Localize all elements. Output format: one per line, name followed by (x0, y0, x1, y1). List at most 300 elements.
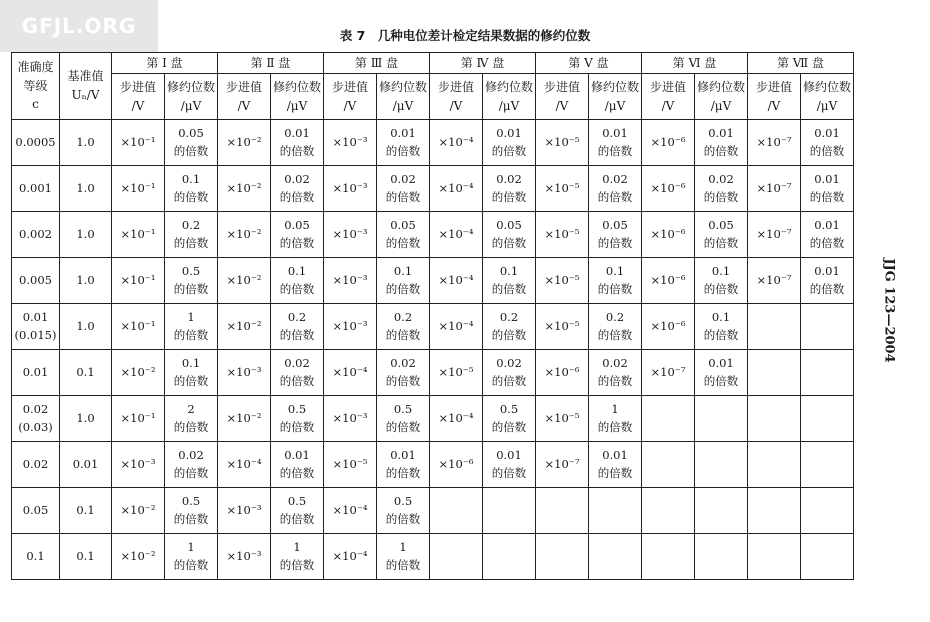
header-base-value (60, 53, 112, 120)
step-value-cell: ×10⁻⁶ (430, 442, 483, 488)
step-value-cell: ×10⁻⁴ (430, 120, 483, 166)
cell-line: 的倍数 (597, 281, 633, 296)
step-value-cell: ×10⁻¹ (112, 258, 165, 304)
cell-line: 的倍数 (173, 557, 209, 572)
cell-line: 的倍数 (385, 327, 421, 342)
rounding-cell (801, 488, 854, 534)
cell-line: 步进值 (755, 79, 792, 94)
step-value-cell: ×10⁻⁶ (642, 304, 695, 350)
cell-line: 0.1 (711, 263, 731, 278)
cell-line: /V (661, 98, 675, 113)
rounding-cell (165, 488, 218, 534)
cell-line: 准确度 (17, 60, 54, 75)
rounding-cell (589, 258, 642, 304)
cell-line: 0.01 (390, 447, 416, 462)
cell-line: 0.01 (284, 447, 310, 462)
step-value-cell: ×10⁻² (218, 166, 271, 212)
cell-line: (0.03) (18, 419, 53, 434)
base-value-cell: 1.0 (60, 166, 112, 212)
step-value-cell: ×10⁻³ (324, 212, 377, 258)
step-value-cell: ×10⁻¹ (112, 212, 165, 258)
cell-line: 0.1 (393, 263, 413, 278)
cell-line: 0.01 (496, 447, 522, 462)
step-value-cell: ×10⁻³ (324, 120, 377, 166)
step-value-cell: ×10⁻² (218, 212, 271, 258)
header-dial-3: 第 Ⅲ 盘 (324, 53, 430, 74)
step-value-cell: ×10⁻¹ (112, 304, 165, 350)
cell-line: /μV (498, 98, 520, 113)
rounding-cell (271, 304, 324, 350)
header-step-value (218, 74, 271, 120)
rounding-cell (801, 304, 854, 350)
cell-line: 1 (293, 539, 301, 554)
cell-line: 的倍数 (385, 235, 421, 250)
base-value-cell: 0.1 (60, 488, 112, 534)
cell-line: 0.05 (496, 217, 522, 232)
cell-line: /V (449, 98, 463, 113)
cell-line: 0.01 (814, 125, 840, 140)
cell-line: 0.5 (499, 401, 519, 416)
header-rounding-digits (801, 74, 854, 120)
rounding-cell (165, 396, 218, 442)
step-value-cell: ×10⁻⁵ (536, 120, 589, 166)
table-row (12, 166, 854, 212)
cell-line: 0.01 (602, 125, 628, 140)
cell-line: 0.02 (22, 401, 49, 416)
rounding-cell (695, 120, 748, 166)
cell-line: 的倍数 (279, 281, 315, 296)
step-value-cell: ×10⁻⁵ (536, 396, 589, 442)
step-value-cell: ×10⁻⁷ (748, 258, 801, 304)
rounding-cell (695, 166, 748, 212)
step-value-cell: ×10⁻³ (218, 534, 271, 580)
cell-line: 等级 (23, 78, 48, 93)
step-value-cell (748, 304, 801, 350)
step-value-cell: ×10⁻⁷ (536, 442, 589, 488)
step-value-cell: ×10⁻² (218, 120, 271, 166)
cell-line: 2 (187, 401, 195, 416)
cell-line: 0.1 (287, 263, 307, 278)
header-row-units (12, 74, 854, 120)
cell-line: 1 (187, 309, 195, 324)
header-dial-7: 第 Ⅶ 盘 (748, 53, 854, 74)
cell-line: 0.01 (814, 217, 840, 232)
step-value-cell: ×10⁻¹ (112, 120, 165, 166)
rounding-cell (271, 350, 324, 396)
rounding-cell (483, 120, 536, 166)
step-value-cell: ×10⁻⁶ (642, 166, 695, 212)
cell-line: 0.02 (178, 447, 204, 462)
cell-line: 0.1 (711, 309, 731, 324)
cell-line: 的倍数 (491, 235, 527, 250)
table-row (12, 442, 854, 488)
cell-line: 0.2 (181, 217, 201, 232)
cell-line: 的倍数 (703, 189, 739, 204)
rounding-cell (801, 212, 854, 258)
base-value-cell: 1.0 (60, 258, 112, 304)
step-value-cell (642, 396, 695, 442)
cell-line: 0.02 (496, 171, 522, 186)
rounding-cell (165, 442, 218, 488)
header-rounding-digits (695, 74, 748, 120)
table-row (12, 534, 854, 580)
cell-line: 的倍数 (173, 511, 209, 526)
cell-line: 的倍数 (491, 373, 527, 388)
cell-line: 0.1 (26, 548, 45, 563)
cell-line: 0.5 (393, 493, 413, 508)
step-value-cell: ×10⁻² (112, 534, 165, 580)
rounding-cell (165, 258, 218, 304)
cell-line: 的倍数 (279, 419, 315, 434)
watermark-logo: GFJL.ORG (0, 0, 158, 52)
rounding-cell (695, 396, 748, 442)
cell-line: 0.2 (393, 309, 413, 324)
rounding-cell (271, 258, 324, 304)
step-value-cell: ×10⁻⁴ (324, 534, 377, 580)
rounding-cell (483, 488, 536, 534)
cell-line: 的倍数 (385, 557, 421, 572)
cell-line: 0.01 (708, 125, 734, 140)
rounding-cell (801, 120, 854, 166)
rounding-cell (377, 258, 430, 304)
cell-line: 0.02 (284, 171, 310, 186)
step-value-cell: ×10⁻⁶ (642, 120, 695, 166)
cell-line: 的倍数 (597, 419, 633, 434)
header-rounding-digits (271, 74, 324, 120)
cell-line: 的倍数 (173, 189, 209, 204)
cell-line: 步进值 (649, 79, 686, 94)
cell-line: Uₙ/V (71, 88, 100, 102)
step-value-cell: ×10⁻³ (112, 442, 165, 488)
step-value-cell: ×10⁻² (112, 488, 165, 534)
cell-line: 的倍数 (173, 143, 209, 158)
cell-line: 修约位数 (590, 79, 639, 94)
cell-line: 0.5 (287, 493, 307, 508)
rounding-cell (695, 212, 748, 258)
base-value-cell: 1.0 (60, 120, 112, 166)
rounding-cell (695, 258, 748, 304)
cell-line: 的倍数 (491, 143, 527, 158)
cell-line: 0.02 (496, 355, 522, 370)
step-value-cell: ×10⁻² (218, 304, 271, 350)
header-rounding-digits (377, 74, 430, 120)
cell-line: 的倍数 (173, 235, 209, 250)
cell-line: 步进值 (331, 79, 368, 94)
cell-line: /V (237, 98, 251, 113)
header-rounding-digits (483, 74, 536, 120)
rounding-cell (377, 488, 430, 534)
step-value-cell (748, 488, 801, 534)
cell-line: /V (555, 98, 569, 113)
cell-line: 0.01 (390, 125, 416, 140)
step-value-cell (642, 442, 695, 488)
step-value-cell: ×10⁻² (218, 258, 271, 304)
cell-line: 修约位数 (378, 79, 427, 94)
cell-line: 的倍数 (279, 465, 315, 480)
header-accuracy (12, 53, 60, 120)
step-value-cell: ×10⁻¹ (112, 396, 165, 442)
cell-line: 0.05 (178, 125, 204, 140)
step-value-cell: ×10⁻⁵ (536, 212, 589, 258)
step-value-cell (642, 534, 695, 580)
cell-line: /μV (710, 98, 732, 113)
step-value-cell (642, 488, 695, 534)
rounding-cell (483, 350, 536, 396)
rounding-cell (271, 120, 324, 166)
accuracy-cell (12, 304, 60, 350)
cell-line: /μV (286, 98, 308, 113)
cell-line: 0.02 (284, 355, 310, 370)
cell-line: 0.02 (22, 456, 49, 471)
cell-line: 0.002 (19, 226, 52, 241)
step-value-cell: ×10⁻⁷ (748, 166, 801, 212)
cell-line: 0.005 (19, 272, 52, 287)
cell-line: 步进值 (437, 79, 474, 94)
table-row (12, 350, 854, 396)
header-step-value (324, 74, 377, 120)
rounding-cell (483, 166, 536, 212)
cell-line: 的倍数 (385, 419, 421, 434)
header-step-value (430, 74, 483, 120)
rounding-cell (801, 534, 854, 580)
step-value-cell: ×10⁻⁴ (324, 350, 377, 396)
cell-line: /V (343, 98, 357, 113)
step-value-cell: ×10⁻⁶ (642, 258, 695, 304)
rounding-cell (377, 534, 430, 580)
cell-line: 的倍数 (597, 465, 633, 480)
cell-line: /μV (392, 98, 414, 113)
cell-line: 0.1 (499, 263, 519, 278)
header-dial-5: 第 Ⅴ 盘 (536, 53, 642, 74)
cell-line: 0.001 (19, 180, 52, 195)
header-dial-6: 第 Ⅵ 盘 (642, 53, 748, 74)
cell-line: 的倍数 (173, 419, 209, 434)
table-row (12, 258, 854, 304)
rounding-cell (589, 120, 642, 166)
base-value-cell: 1.0 (60, 396, 112, 442)
cell-line: (0.015) (14, 327, 57, 342)
accuracy-cell (12, 212, 60, 258)
rounding-cell (589, 534, 642, 580)
cell-line: 0.01 (22, 364, 49, 379)
rounding-cell (483, 396, 536, 442)
table-row (12, 304, 854, 350)
step-value-cell: ×10⁻⁶ (536, 350, 589, 396)
cell-line: 的倍数 (703, 143, 739, 158)
step-value-cell: ×10⁻⁶ (642, 212, 695, 258)
step-value-cell: ×10⁻⁷ (642, 350, 695, 396)
header-dial-2: 第 Ⅱ 盘 (218, 53, 324, 74)
cell-line: 的倍数 (385, 189, 421, 204)
accuracy-cell (12, 488, 60, 534)
step-value-cell: ×10⁻⁴ (430, 166, 483, 212)
rounding-cell (695, 488, 748, 534)
cell-line: 的倍数 (597, 143, 633, 158)
cell-line: 1 (611, 401, 619, 416)
rounding-cell (165, 350, 218, 396)
cell-line: 修约位数 (696, 79, 745, 94)
cell-line: 0.2 (287, 309, 307, 324)
cell-line: 的倍数 (703, 235, 739, 250)
header-step-value (748, 74, 801, 120)
step-value-cell: ×10⁻⁵ (324, 442, 377, 488)
cell-line: 0.05 (22, 502, 49, 517)
cell-line: 的倍数 (597, 327, 633, 342)
header-step-value (112, 74, 165, 120)
header-step-value (642, 74, 695, 120)
cell-line: 0.0005 (15, 134, 56, 149)
step-value-cell: ×10⁻³ (218, 488, 271, 534)
rounding-cell (165, 534, 218, 580)
rounding-cell (271, 166, 324, 212)
cell-line: 的倍数 (279, 373, 315, 388)
rounding-cell (589, 396, 642, 442)
cell-line: 的倍数 (173, 465, 209, 480)
cell-line: 0.5 (181, 263, 201, 278)
rounding-digits-table (11, 52, 854, 580)
cell-line: 步进值 (119, 79, 156, 94)
header-step-value (536, 74, 589, 120)
rounding-cell (377, 120, 430, 166)
cell-line: 修约位数 (272, 79, 321, 94)
cell-line: /μV (604, 98, 626, 113)
rounding-cell (589, 212, 642, 258)
accuracy-cell (12, 396, 60, 442)
rounding-cell (377, 350, 430, 396)
standard-number-side: JJG 123—2004 (881, 257, 897, 363)
cell-line: 1 (187, 539, 195, 554)
step-value-cell: ×10⁻² (218, 396, 271, 442)
rounding-cell (801, 258, 854, 304)
cell-line: 0.1 (181, 355, 201, 370)
step-value-cell: ×10⁻⁷ (748, 212, 801, 258)
rounding-cell (483, 212, 536, 258)
base-value-cell: 0.1 (60, 350, 112, 396)
rounding-cell (377, 442, 430, 488)
step-value-cell: ×10⁻³ (324, 258, 377, 304)
cell-line: 0.01 (496, 125, 522, 140)
rounding-cell (589, 442, 642, 488)
cell-line: 0.2 (499, 309, 519, 324)
table-row (12, 396, 854, 442)
step-value-cell: ×10⁻¹ (112, 166, 165, 212)
accuracy-cell (12, 166, 60, 212)
cell-line: 0.05 (602, 217, 628, 232)
cell-line: 0.02 (708, 171, 734, 186)
cell-line: 0.5 (393, 401, 413, 416)
cell-line: 的倍数 (491, 327, 527, 342)
cell-line: 的倍数 (703, 281, 739, 296)
cell-line: 0.02 (390, 355, 416, 370)
cell-line: 的倍数 (279, 143, 315, 158)
rounding-cell (271, 396, 324, 442)
cell-line: 0.1 (605, 263, 625, 278)
cell-line: 0.2 (605, 309, 625, 324)
cell-line: 步进值 (225, 79, 262, 94)
step-value-cell (748, 534, 801, 580)
step-value-cell: ×10⁻² (112, 350, 165, 396)
cell-line: 的倍数 (385, 511, 421, 526)
cell-line: 修约位数 (484, 79, 533, 94)
cell-line: 0.02 (390, 171, 416, 186)
header-row-dials (12, 53, 854, 74)
cell-line: 的倍数 (597, 235, 633, 250)
rounding-cell (271, 534, 324, 580)
rounding-cell (589, 488, 642, 534)
cell-line: 步进值 (543, 79, 580, 94)
cell-line: 0.05 (390, 217, 416, 232)
cell-line: 的倍数 (597, 373, 633, 388)
accuracy-cell (12, 258, 60, 304)
rounding-cell (695, 304, 748, 350)
cell-line: 的倍数 (173, 373, 209, 388)
cell-line: 的倍数 (703, 327, 739, 342)
header-dial-4: 第 Ⅳ 盘 (430, 53, 536, 74)
rounding-cell (165, 212, 218, 258)
cell-line: 0.1 (181, 171, 201, 186)
cell-line: 0.01 (22, 309, 49, 324)
step-value-cell: ×10⁻³ (324, 166, 377, 212)
cell-line: 的倍数 (173, 281, 209, 296)
cell-line: 的倍数 (809, 235, 845, 250)
cell-line: /μV (180, 98, 202, 113)
step-value-cell (430, 534, 483, 580)
step-value-cell (536, 488, 589, 534)
cell-line: 修约位数 (166, 79, 215, 94)
table-row (12, 488, 854, 534)
accuracy-cell (12, 120, 60, 166)
cell-line: 基准值 (67, 69, 104, 84)
cell-line: 0.5 (287, 401, 307, 416)
step-value-cell: ×10⁻⁴ (218, 442, 271, 488)
cell-line: 的倍数 (279, 557, 315, 572)
cell-line: 的倍数 (491, 281, 527, 296)
header-dial-1: 第 Ⅰ 盘 (112, 53, 218, 74)
rounding-cell (801, 350, 854, 396)
rounding-cell (483, 534, 536, 580)
cell-line: 的倍数 (597, 189, 633, 204)
cell-line: 0.5 (181, 493, 201, 508)
rounding-cell (483, 442, 536, 488)
accuracy-cell (12, 442, 60, 488)
rounding-cell (589, 304, 642, 350)
rounding-cell (589, 350, 642, 396)
table-row (12, 120, 854, 166)
rounding-cell (801, 396, 854, 442)
base-value-cell: 1.0 (60, 304, 112, 350)
cell-line: 0.05 (284, 217, 310, 232)
cell-line: 的倍数 (809, 189, 845, 204)
cell-line: 的倍数 (385, 465, 421, 480)
rounding-cell (695, 534, 748, 580)
rounding-cell (377, 212, 430, 258)
header-rounding-digits (589, 74, 642, 120)
rounding-cell (377, 304, 430, 350)
cell-line: 的倍数 (279, 235, 315, 250)
cell-line: 0.01 (708, 355, 734, 370)
step-value-cell (748, 442, 801, 488)
accuracy-cell (12, 350, 60, 396)
rounding-cell (589, 166, 642, 212)
rounding-cell (271, 442, 324, 488)
rounding-cell (801, 166, 854, 212)
header-rounding-digits (165, 74, 218, 120)
cell-line: 0.05 (708, 217, 734, 232)
base-value-cell: 1.0 (60, 212, 112, 258)
cell-line: 的倍数 (279, 511, 315, 526)
cell-line: 的倍数 (385, 373, 421, 388)
step-value-cell: ×10⁻⁷ (748, 120, 801, 166)
